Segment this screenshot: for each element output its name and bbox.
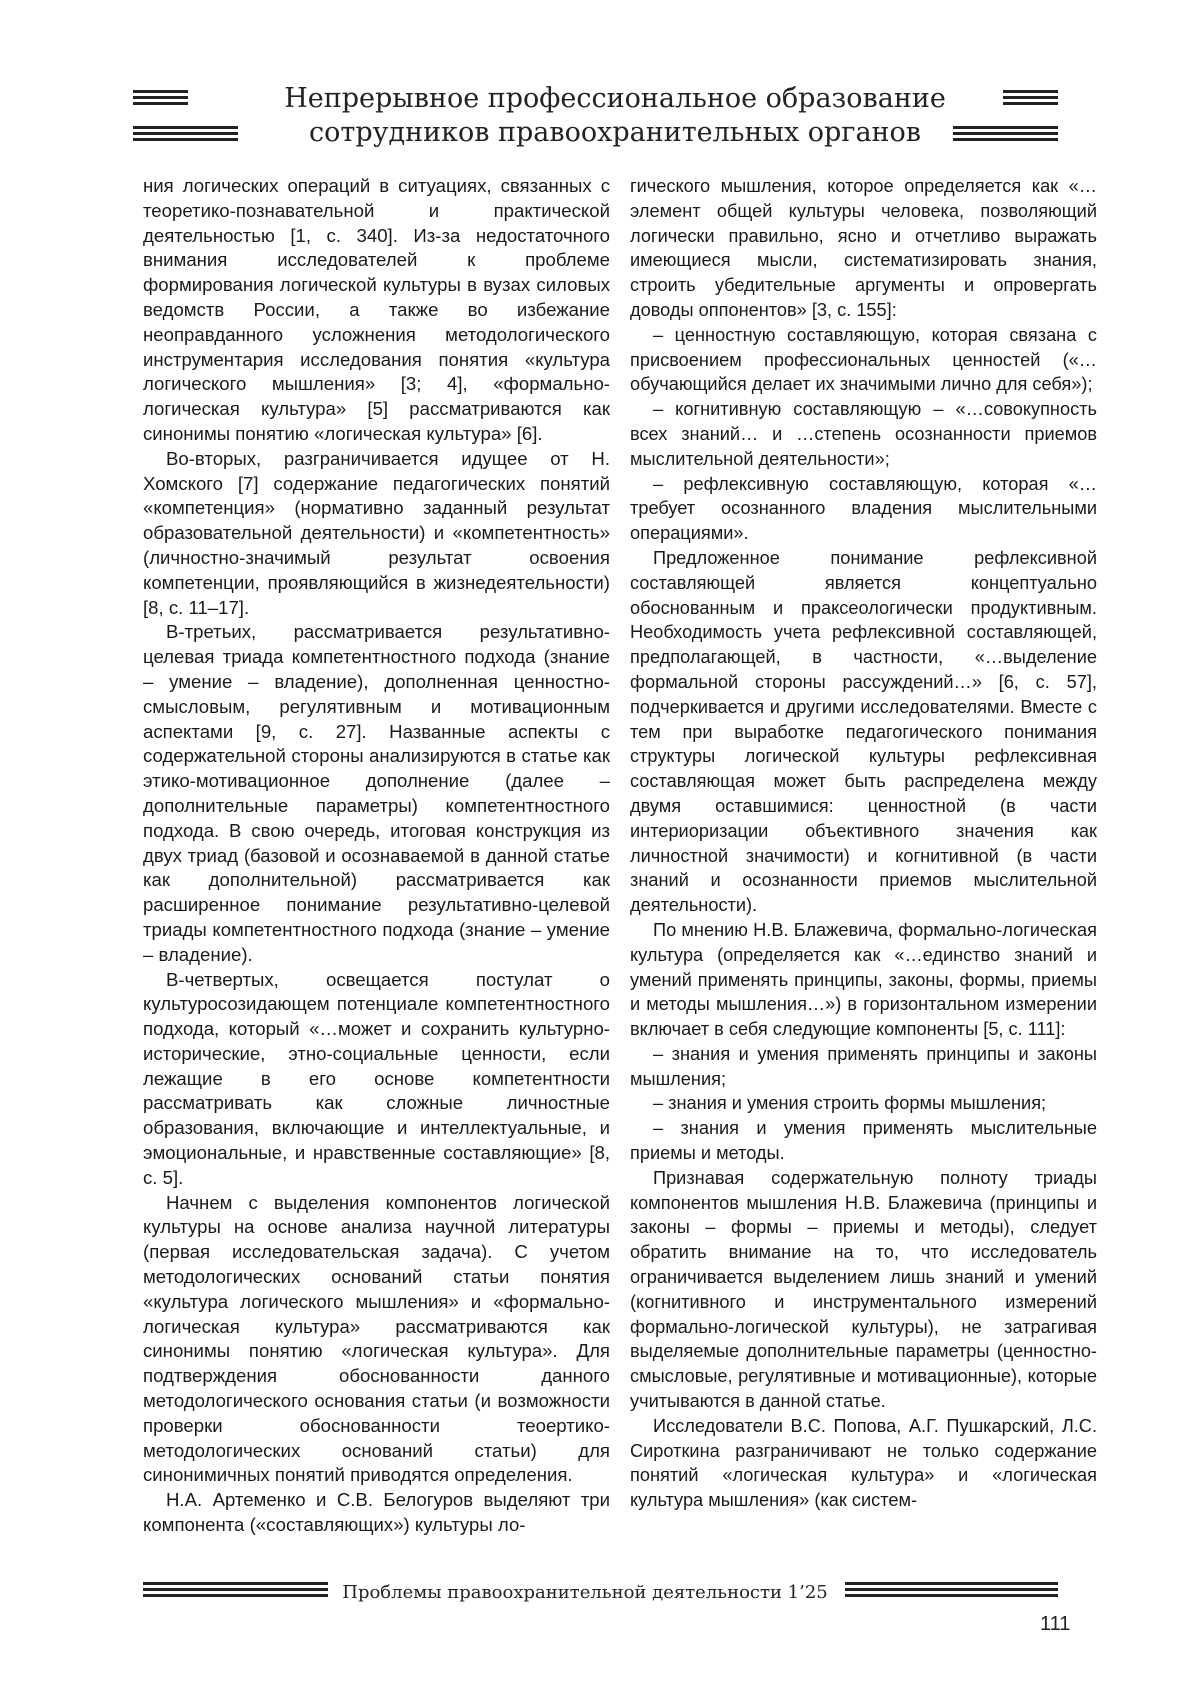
text-column-left	[143, 174, 610, 1538]
paragraph: Исследователи В.С. Попова, А.Г. Пушкарский, Л.С. Сироткина разграничивают не только содержание понятий «логическая культура» и «логическая культура мышления» (как систем-	[630, 1415, 1097, 1511]
paragraph: – когнитивную составляющую – «…совокупность всех знаний… и …степень осознанности приемов мыслительной деятельности»;	[630, 399, 1097, 469]
paragraph: гического мышления, которое определяется как «…элемент общей культуры человека, позволяющий логически правильно, ясно и отчетливо выражать имеющиеся мысли, систематизировать знания, строить убедительные аргументы и опровергать доводы оппонентов» [3, с. 155]:	[630, 176, 1097, 320]
header-rule-top-right	[1003, 90, 1058, 108]
header-title-line2: сотрудников правоохранительных органов	[309, 117, 921, 148]
page-number: 111	[1040, 1613, 1071, 1635]
paragraph: В-четвертых, освещается постулат о культуросозидающем потенциале компетентностного подхода, который «…может и сохранить культурно-исторические, этно-социальные ценности, если лежащие в его основе компетентности рассматривать как сложные личностные образования, включающие и интеллектуальные, и эмоциональные, и нравственные составляющие» [8, с. 5].	[143, 968, 610, 1188]
paragraph: В-третьих, рассматривается результативно-целевая триада компетентностного подхода (знание – умение – владение), дополненная ценностно-смысловым, регулятивным и мотивационным аспектами [9, с. 27]. Названные аспекты с содержательной стороны анализируются в статье как этико-мотивационное дополнение (далее – дополнительные параметры) компетентностного подхода. В свою очередь, итоговая конструкция из двух триад (базовой и осознаваемой в данной статье как дополнительной) рассматривается как расширенное понимание результативно-целевой триады компетентностного подхода (знание – умение – владение).	[143, 621, 610, 965]
text-column-right	[630, 174, 1097, 1513]
paragraph: Начнем с выделения компонентов логической культуры на основе анализа научной литературы (первая исследовательская задача). С учетом методологических оснований статьи понятия «культура логического мышления» и «формально-логическая культура» рассматриваются как синонимы понятию «логическая культура». Для подтверждения обоснованности данного методологического основания статьи (и возможности проверки обоснованности теоертико-методологических оснований статьи) для синонимичных понятий приводятся определения.	[143, 1191, 610, 1486]
header-rule-bottom-right	[953, 126, 1058, 144]
running-header	[140, 82, 1090, 152]
footer-rule-right	[845, 1582, 1058, 1600]
paragraph: – знания и умения применять мыслительные приемы и методы.	[630, 1118, 1097, 1164]
paragraph: – знания и умения строить формы мышления;	[653, 1093, 1047, 1114]
paragraph: Н.А. Артеменко и С.В. Белогуров выделяют три компонента («составляющих») культуры ло-	[143, 1489, 610, 1536]
paragraph: Предложенное понимание рефлексивной составляющей является концептуально обоснованным и праксеологически продуктивным. Необходимость учета рефлексивной составляющей, предполагающей, в частности, «…выделение формальной стороны рассуждений…» [6, с. 57], подчеркивается и другими исследователями. Вместе с тем при выработке педагогического понимания структуры логической культуры рефлексивная составляющая может быть распределена между двумя оставшимися: ценностной (в части интериоризации объективного значения как личностной значимости) и когнитивной (в части знаний и осознанности приемов мыслительной деятельности).	[630, 547, 1097, 916]
paragraph: – рефлексивную составляющую, которая «…требует осознанного владения мыслительными операциями».	[630, 473, 1097, 544]
paragraph: – ценностную составляющую, которая связана с присвоением профессиональных ценностей («…обучающийся делает их значимыми лично для себя»);	[630, 324, 1097, 395]
journal-footer: Проблемы правоохранительной деятельности 1’25	[342, 1582, 828, 1603]
header-title-line1: Непрерывное профессиональное образование	[284, 83, 946, 114]
paragraph: ния логических операций в ситуациях, связанных с теоретико-познавательной и практической деятельностью [1, с. 340]. Из-за недостаточного внимания исследователей к проблеме формирования логической культуры в вузах силовых ведомств России, а также во избежание неоправданного усложнения методологического инструментария исследования понятия «культура логического мышления» [3; 4], «формально-логическая культура» [5] рассматриваются как синонимы понятию «логическая культура» [6].	[143, 175, 610, 444]
paragraph: – знания и умения применять принципы и законы мышления;	[630, 1043, 1097, 1089]
header-rule-bottom-left	[133, 126, 238, 144]
header-rule-top-left	[133, 90, 188, 108]
footer-rule-left	[143, 1582, 328, 1600]
paragraph: Признавая содержательную полноту триады компонентов мышления Н.В. Блажевича (принципы и законы – формы – приемы и методы), следует обратить внимание на то, что исследователь ограничивается выделением лишь знаний и умений (когнитивного и инструментального измерений формально-логической культуры), не затрагивая выделяемые дополнительные параметры (ценностно-смысловые, регулятивные и мотивационные), которые учитываются в данной статье.	[630, 1167, 1097, 1412]
paragraph: По мнению Н.В. Блажевича, формально-логическая культура (определяется как «…единство знаний и умений применять принципы, законы, формы, приемы и методы мышления…») в горизонтальном измерении включает в себя следующие компоненты [5, с. 111]:	[630, 919, 1097, 1040]
paragraph: Во-вторых, разграничивается идущее от Н. Хомского [7] содержание педагогических понятий «компетенция» (нормативно заданный результат образовательной деятельности) и «компетентность» (личностно-значимый результат освоения компетенции, проявляющийся в жизнедеятельности) [8, с. 11–17].	[143, 447, 610, 618]
